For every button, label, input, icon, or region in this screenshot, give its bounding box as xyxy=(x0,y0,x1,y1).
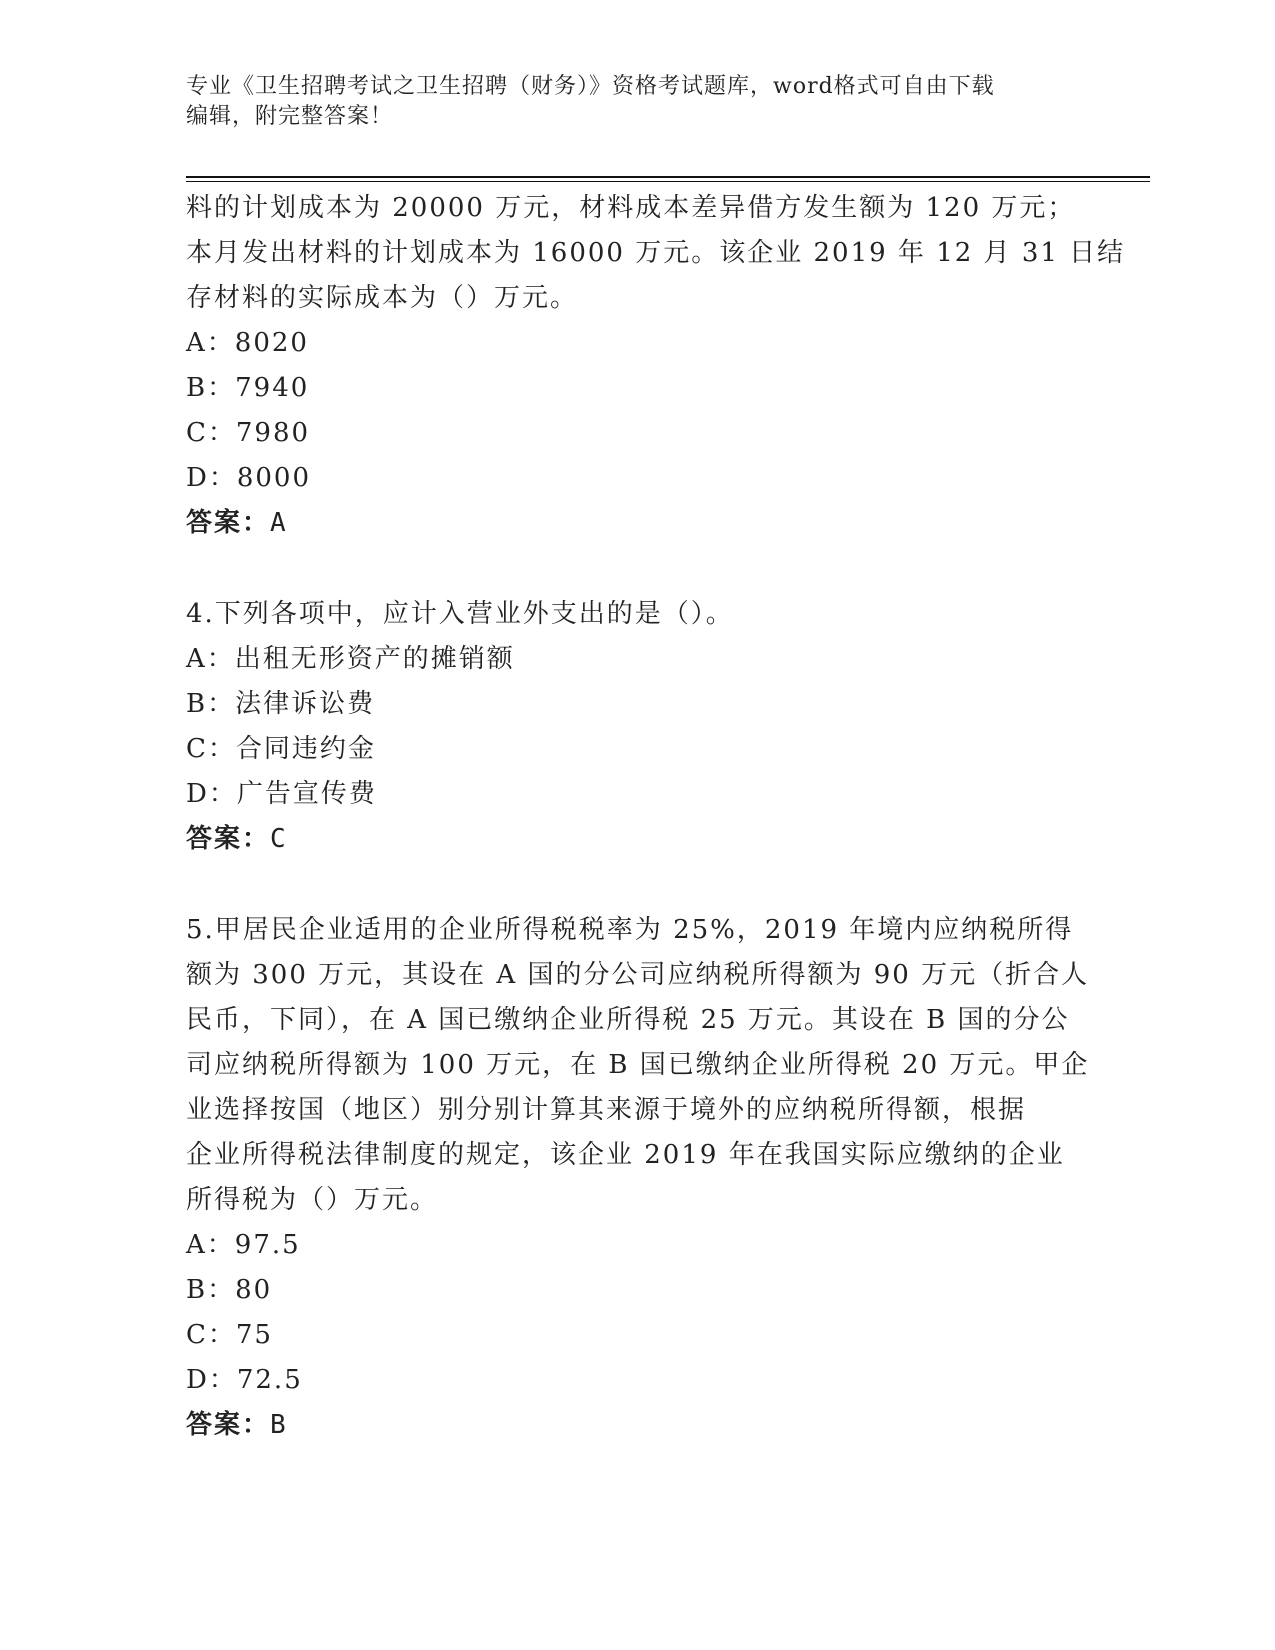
option-c: C：7980 xyxy=(186,418,311,448)
answer xyxy=(186,817,1066,862)
answer xyxy=(186,501,1066,546)
divider-thin-line xyxy=(186,181,1150,182)
question-stem-line: 额为 300 万元，其设在 A 国的分公司应纳税所得额为 90 万元（折合人 xyxy=(186,960,1090,990)
header-divider xyxy=(186,176,1150,182)
question-3 xyxy=(186,186,1126,546)
question-5 xyxy=(186,908,1090,1448)
option-d: D：72.5 xyxy=(186,1365,303,1395)
question-stem-line: 本月发出材料的计划成本为 16000 万元。该企业 2019 年 12 月 31 日结 xyxy=(186,238,1126,268)
option-a: A：8020 xyxy=(186,328,309,358)
option-b: B：7940 xyxy=(186,373,310,403)
question-stem-line: 存材料的实际成本为（）万元。 xyxy=(186,283,579,313)
answer-value: A xyxy=(270,508,288,538)
question-stem-line: 所得税为（）万元。 xyxy=(186,1185,439,1215)
option-d: D：8000 xyxy=(186,463,312,493)
question-stem-line: 司应纳税所得额为 100 万元，在 B 国已缴纳企业所得税 20 万元。甲企 xyxy=(186,1050,1090,1080)
option-b: B：法律诉讼费 xyxy=(186,689,376,719)
header-line-1: 专业《卫生招聘考试之卫生招聘（财务）》资格考试题库，word格式可自由下载 xyxy=(186,74,995,99)
answer-label: 答案： xyxy=(186,824,271,854)
question-stem-line: 业选择按国（地区）别分别计算其来源于境外的应纳税所得额，根据 xyxy=(186,1095,1027,1125)
question-stem-line: 料的计划成本为 20000 万元，材料成本差异借方发生额为 120 万元； xyxy=(186,193,1076,223)
document-header xyxy=(186,72,1086,132)
option-c: C：合同违约金 xyxy=(186,734,376,764)
header-line-2: 编辑，附完整答案！ xyxy=(186,104,394,129)
answer-label: 答案： xyxy=(186,1410,271,1440)
question-4 xyxy=(186,592,1066,862)
question-stem-line: 5.甲居民企业适用的企业所得税税率为 25%，2019 年境内应纳税所得 xyxy=(186,915,1074,945)
answer-label: 答案： xyxy=(186,508,271,538)
question-content xyxy=(186,186,1126,1448)
option-d: D：广告宣传费 xyxy=(186,779,377,809)
question-stem-line: 4.下列各项中，应计入营业外支出的是（）。 xyxy=(186,599,734,629)
answer xyxy=(186,1403,1066,1448)
option-c: C：75 xyxy=(186,1320,273,1350)
option-a: A：出租无形资产的摊销额 xyxy=(186,644,515,674)
answer-value: B xyxy=(270,1410,288,1440)
option-a: A：97.5 xyxy=(186,1230,301,1260)
option-b: B：80 xyxy=(186,1275,273,1305)
question-stem-line: 民币，下同），在 A 国已缴纳企业所得税 25 万元。其设在 B 国的分公 xyxy=(186,1005,1070,1035)
question-stem-line: 企业所得税法律制度的规定，该企业 2019 年在我国实际应缴纳的企业 xyxy=(186,1140,1065,1170)
answer-value: C xyxy=(270,824,288,854)
